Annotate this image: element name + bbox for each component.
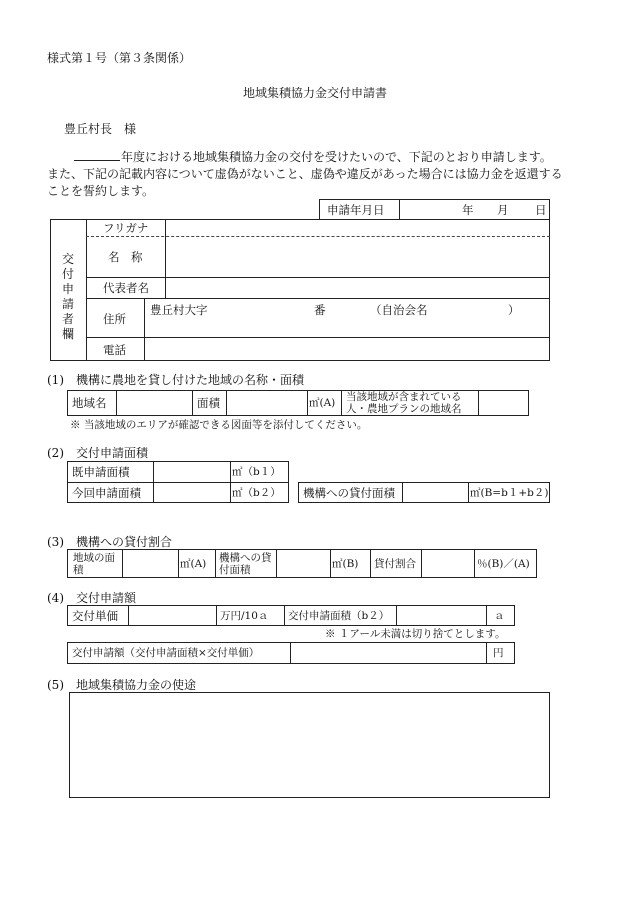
plan-region-label: 当該地域が含まれている人・農地プランの地域名 — [346, 391, 462, 415]
date-year: 年 — [462, 202, 474, 217]
lend-ratio-label: 貸付割合 — [374, 557, 416, 570]
date-day: 日 — [535, 202, 547, 217]
prev-area-unit: ㎡（b１） — [232, 465, 281, 478]
address-prefix: 豊丘村大字 — [150, 302, 208, 317]
unit-price-unit: 万円/10ａ — [220, 609, 269, 622]
current-area-label: 今回申請面積 — [72, 485, 141, 500]
area-unit-a: ㎡(A) — [309, 397, 336, 409]
date-month: 月 — [497, 202, 509, 217]
amount-label: 交付申請額（交付申請面積×交付単価） — [72, 647, 260, 659]
application-date-label: 申請年月日 — [327, 202, 385, 217]
section-5-heading: (5) 地域集積協力金の使途 — [47, 678, 196, 692]
section-1-note: ※ 当該地域のエリアが確認できる図面等を添付してください。 — [70, 419, 368, 431]
unit-price-label: 交付単価 — [72, 608, 118, 623]
address-close: ） — [508, 302, 520, 317]
phone-label: 電話 — [103, 342, 126, 357]
lend-ratio-unit: ％(B)／(A) — [477, 557, 530, 570]
usage-box[interactable] — [69, 692, 550, 798]
section-4-heading: (4) 交付申請額 — [47, 591, 136, 605]
intro-line-1: 年度における地域集積協力金の交付を受けたいので、下記のとおり申請します。 — [121, 150, 552, 164]
section-2-heading: (2) 交付申請面積 — [47, 446, 148, 460]
area-label: 面積 — [197, 396, 220, 410]
year-blank — [74, 160, 120, 161]
address-label: 住所 — [103, 311, 126, 326]
current-area-unit: ㎡（b２） — [232, 486, 281, 499]
form-number: 様式第１号（第３条関係） — [47, 51, 192, 65]
address-jichikai: （自治会名 — [370, 302, 428, 317]
region-area-label: 地域の面積 — [73, 551, 115, 576]
intro-line-2: また、下記の記載内容について虚偽がないこと、虚偽や違反があった場合には協力金を返還する — [47, 167, 563, 181]
section-1-heading: (1) 機構に農地を貸し付けた地域の名称・面積 — [47, 373, 304, 387]
lend-area-label: 機構への貸付面積 — [303, 485, 395, 500]
name-label: 名 称 — [108, 249, 143, 264]
address-ban: 番 — [314, 302, 326, 317]
representative-label: 代表者名 — [103, 280, 149, 295]
form-title: 地域集積協力金交付申請書 — [242, 86, 387, 100]
region-name-label: 地域名 — [72, 396, 107, 410]
lend-area-unit: ㎡(B=b１+b２) — [470, 486, 549, 499]
applied-area-label: 交付申請面積（b２） — [288, 609, 390, 622]
region-area-unit: ㎡(A) — [180, 557, 207, 570]
section-4-note: ※ １アール未満は切り捨てとします。 — [325, 628, 506, 640]
lend-area-label-s3: 機構への貸付面積 — [219, 551, 272, 576]
lend-area-unit-s3: ㎡(B) — [332, 557, 359, 570]
section-3-table — [67, 549, 537, 578]
amount-yen: 円 — [493, 647, 504, 659]
applicant-side-label: 交付申請者欄 — [61, 252, 74, 341]
addressee: 豊丘村長 様 — [64, 122, 137, 136]
applied-area-unit: ａ — [494, 609, 505, 622]
intro-line-3: ことを誓約します。 — [47, 184, 155, 198]
furigana-label: フリガナ — [103, 220, 149, 235]
section-3-heading: (3) 機構への貸付割合 — [47, 535, 172, 549]
prev-area-label: 既申請面積 — [72, 464, 130, 479]
